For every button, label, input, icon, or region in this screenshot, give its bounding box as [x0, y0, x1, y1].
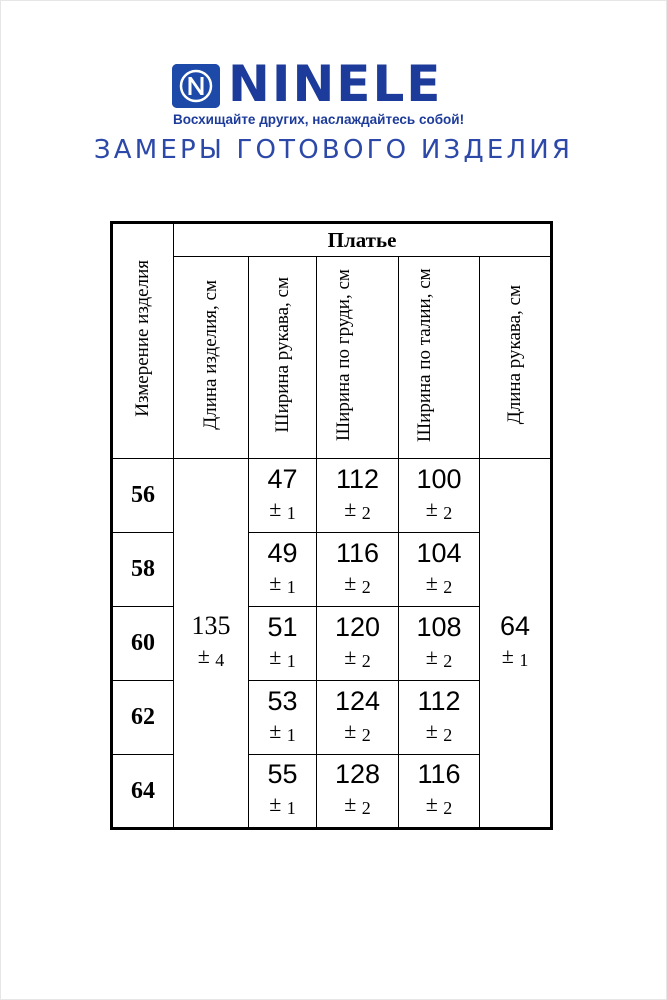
brand-tagline: Восхищайте других, наслаждайтесь собой! [173, 112, 465, 127]
sleeve-width-cell: 49 ± $_1$ [249, 533, 317, 607]
size-cell: 58 [112, 533, 174, 607]
chest-cell: 128 ± $_2$ [317, 755, 399, 829]
brand-name: NINELE [228, 55, 443, 113]
size-cell: 62 [112, 681, 174, 755]
waist-cell: 108 ± $_2$ [399, 607, 480, 681]
column-header: Длина изделия, см [174, 257, 249, 459]
sleeve-width-cell: 47 ± $_1$ [249, 459, 317, 533]
column-header: Ширина рукава, см [249, 257, 317, 459]
waist-cell: 100 ± $_2$ [399, 459, 480, 533]
row-header: Измерение изделия [132, 260, 153, 417]
size-cell: 64 [112, 755, 174, 829]
waist-cell: 112 ± $_2$ [399, 681, 480, 755]
sleeve-width-cell: 55 ± $_1$ [249, 755, 317, 829]
table-row [112, 459, 552, 533]
chest-cell: 120 ± $_2$ [317, 607, 399, 681]
group-title: Платье [174, 223, 552, 257]
n-badge-icon [172, 64, 220, 108]
sleeve-width-cell: 53 ± $_1$ [249, 681, 317, 755]
row-header-cell [112, 223, 174, 459]
sleeve-length-cell: 64 ± $_1$ [480, 459, 552, 829]
column-header: Ширина по талии, см [399, 257, 480, 459]
brand-logo [172, 55, 502, 113]
page-title: ЗАМЕРЫ ГОТОВОГО ИЗДЕЛИЯ [93, 135, 574, 165]
size-measurements-table [110, 221, 553, 830]
size-cell: 60 [112, 607, 174, 681]
length-cell: 135 ± $_4$ [174, 459, 249, 829]
column-header: Ширина по груди, см [317, 257, 399, 459]
column-header: Длина рукава, см [480, 257, 552, 459]
chest-cell: 112 ± $_2$ [317, 459, 399, 533]
chest-cell: 124 ± $_2$ [317, 681, 399, 755]
waist-cell: 116 ± $_2$ [399, 755, 480, 829]
sleeve-width-cell: 51 ± $_1$ [249, 607, 317, 681]
chest-cell: 116 ± $_2$ [317, 533, 399, 607]
waist-cell: 104 ± $_2$ [399, 533, 480, 607]
size-cell: 56 [112, 459, 174, 533]
